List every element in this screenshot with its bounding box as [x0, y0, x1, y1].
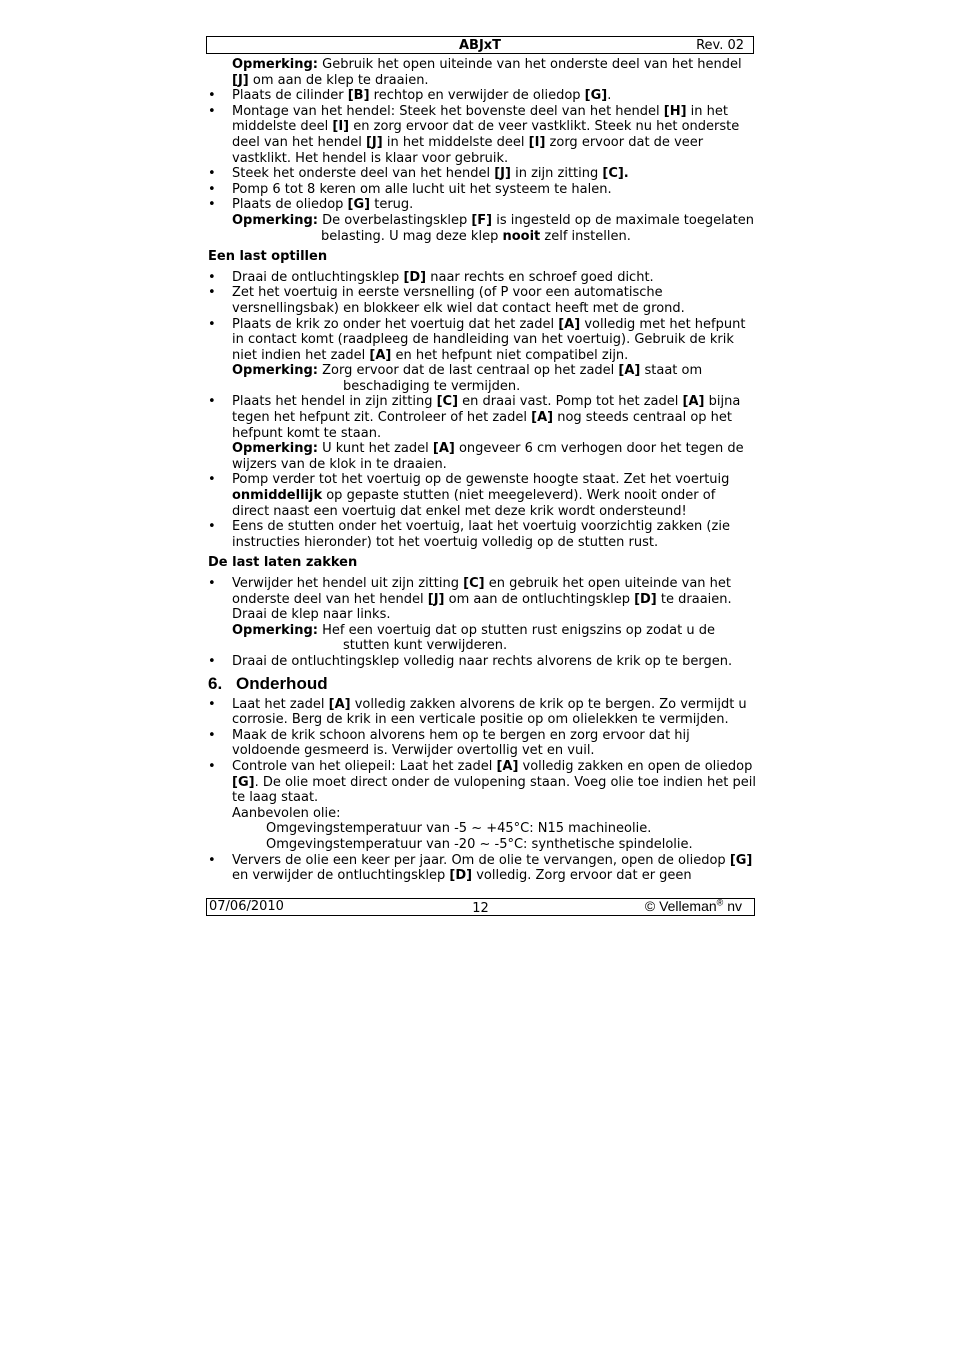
- page-header: [206, 36, 754, 54]
- section-heading-maintenance: 6. Onderhoud: [208, 673, 328, 693]
- lower-list: [208, 576, 756, 670]
- note-overload-valve: Opmerking: De overbelastingsklep [F] is ingesteld op de maximale toegelaten belasting. U mag deze klep nooit zelf instellen.: [232, 212, 754, 244]
- note-handle: Opmerking: Gebruik het open uiteinde van het onderste deel van het hendel [J] om aan de klep te draaien.: [232, 57, 742, 88]
- lift-list: [208, 270, 756, 551]
- list-item: • Plaats de krik zo onder het voertuig dat het zadel [A] volledig met het hefpunt in contact komt (raadpleeg de handleiding van het voertuig). Gebruik de krik niet indien het zadel [A] en het hefpunt niet compatibel zijn. Opmerking: Zorg ervoor dat de last centraal op het zadel [A] staat om beschadiging te vermijden.: [208, 317, 756, 395]
- list-item: • Pomp verder tot het voertuig op de gewenste hoogte staat. Zet het voertuig onmiddellijk op gepaste stutten (niet meegeleverd). Werk nooit onder of direct naast een voertuig dat enkel met deze krik wordt ondersteund!: [208, 472, 756, 519]
- section-heading-lower: De last laten zakken: [208, 555, 358, 571]
- copyright-notice: © Velleman® nv: [644, 897, 742, 914]
- maintenance-list: [208, 697, 756, 884]
- page-footer: [206, 898, 755, 916]
- list-item: • Plaats de cilinder [B] rechtop en verwijder de oliedop [G].: [208, 88, 756, 104]
- oil-spec-line: Omgevingstemperatuur van -20 ~ -5°C: synthetische spindelolie.: [266, 836, 693, 852]
- list-item: • Draai de ontluchtingsklep [D] naar rechts en schroef goed dicht.: [208, 270, 756, 286]
- list-item: • Zet het voertuig in eerste versnelling (of P voor een automatische versnellingsbak) en blokkeer elk wiel dat contact heeft met de grond.: [208, 285, 756, 316]
- list-item: • Draai de ontluchtingsklep volledig naar rechts alvorens de krik op te bergen.: [208, 654, 756, 670]
- note-remove-stands: Opmerking: Hef een voertuig dat op stutten rust enigszins op zodat u de stutten kunt verwijderen.: [232, 622, 715, 654]
- revision-label: Rev. 02: [696, 38, 744, 53]
- list-item: • Plaats de oliedop [G] terug. Opmerking: De overbelastingsklep [F] is ingesteld op de maximale toegelaten belasting. U mag deze klep nooit zelf instellen.: [208, 197, 756, 244]
- list-item: • Controle van het oliepeil: Laat het zadel [A] volledig zakken en open de oliedop [G]. De olie moet direct onder de vulopening staan. Voeg olie toe indien het peil te laag staat. Aanbevolen olie: Omgevingstemperatuur van -5 ~ +45°C: N15 machineolie. Omgevingstemperatuur van -20 ~ -5°C: synthetische spindelolie.: [208, 759, 756, 853]
- list-item: • Steek het onderste deel van het hendel [J] in zijn zitting [C].: [208, 166, 756, 182]
- list-item: • Laat het zadel [A] volledig zakken alvorens de krik op te bergen. Zo vermijdt u corrosie. Berg de krik in een verticale positie op om olielekken te vermijden.: [208, 697, 756, 728]
- registered-mark: ®: [716, 897, 724, 908]
- list-item: • Eens de stutten onder het voertuig, laat het voertuig voorzichtig zakken (zie instructies hieronder) tot het voertuig volledig op de stutten rust.: [208, 519, 756, 550]
- list-item: • Ververs de olie een keer per jaar. Om de olie te vervangen, open de oliedop [G] en verwijder de ontluchtingsklep [D] volledig. Zorg ervoor dat er geen: [208, 853, 756, 884]
- list-item: • Pomp 6 tot 8 keren om alle lucht uit het systeem te halen.: [208, 182, 756, 198]
- list-item: • Verwijder het hendel uit zijn zitting [C] en gebruik het open uiteinde van het onderste deel van het hendel [J] om aan de ontluchtingsklep [D] te draaien. Draai de klep naar links. Opmerking: Hef een voertuig dat op stutten rust enigszins op zodat u de stutten kunt verwijderen.: [208, 576, 756, 654]
- recommended-oil-label: Aanbevolen olie:: [232, 805, 341, 821]
- list-item: • Montage van het hendel: Steek het bovenste deel van het hendel [H] in het middelste deel [I] en zorg ervoor dat de veer vastklikt. Steek nu het onderste deel van het hendel [J] in het middelste deel [I] zorg ervoor dat de veer vastklikt. Het hendel is klaar voor gebruik.: [208, 104, 756, 166]
- page-content: [208, 57, 756, 884]
- note-load-centered: Opmerking: Zorg ervoor dat de last centraal op het zadel [A] staat om beschadiging te vermijden.: [232, 363, 703, 394]
- note-saddle-raise: Opmerking: U kunt het zadel [A] ongeveer 6 cm verhogen door het tegen de wijzers van de klok in te draaien.: [232, 441, 744, 472]
- footer-date: 07/06/2010: [209, 899, 284, 914]
- list-item: • Plaats het hendel in zijn zitting [C] en draai vast. Pomp tot het zadel [A] bijna tegen het hefpunt zit. Controleer of het zadel [A] nog steeds centraal op het hefpunt komt te staan. Opmerking: U kunt het zadel [A] ongeveer 6 cm verhogen door het tegen de wijzers van de klok in te draaien.: [208, 394, 756, 472]
- list-item: • Maak de krik schoon alvorens hem op te bergen en zorg ervoor dat hij voldoende gesmeerd is. Verwijder overtollig vet en vuil.: [208, 728, 756, 759]
- section-heading-lift: Een last optillen: [208, 249, 328, 265]
- document-code: ABJxT: [458, 38, 502, 53]
- page-number: 12: [472, 901, 489, 916]
- oil-spec-line: Omgevingstemperatuur van -5 ~ +45°C: N15 machineolie.: [266, 821, 652, 837]
- setup-list: [208, 88, 756, 244]
